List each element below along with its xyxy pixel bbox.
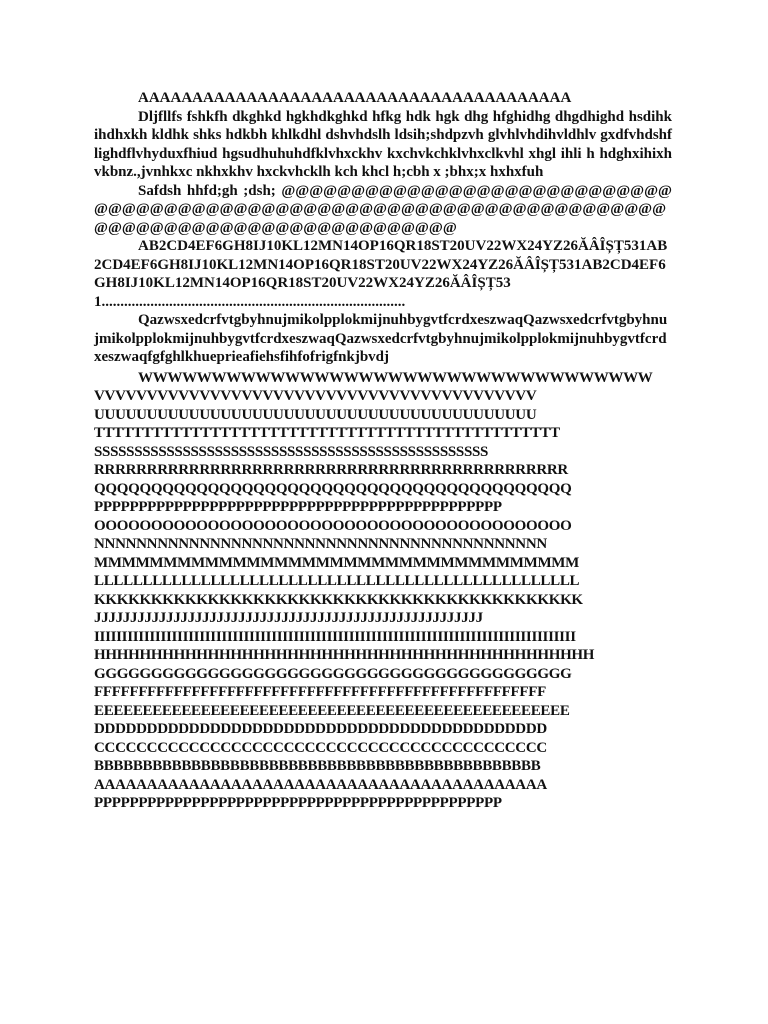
letter-row: TTTTTTTTTTTTTTTTTTTTTTTTTTTTTTTTTTTTTTTTTTTTTTTT (94, 425, 560, 441)
letter-row: RRRRRRRRRRRRRRRRRRRRRRRRRRRRRRRRRRRRRRRRRRRRR (94, 462, 568, 478)
letter-row: FFFFFFFFFFFFFFFFFFFFFFFFFFFFFFFFFFFFFFFFFFFFFFFFFFF (94, 684, 546, 700)
letter-row: AAAAAAAAAAAAAAAAAAAAAAAAAAAAAAAAAAAAAAAAAAA (94, 776, 547, 793)
letter-row: QQQQQQQQQQQQQQQQQQQQQQQQQQQQQQQQQQQQQQQQQQ (94, 480, 572, 497)
letter-row: IIIIIIIIIIIIIIIIIIIIIIIIIIIIIIIIIIIIIIIIIIIIIIIIIIIIIIIIIIIIIIIIIIIIIIIIIIIIIIIIIIIIIII (94, 628, 576, 645)
document-heading: AAAAAAAAAAAAAAAAAAAAAAAAAAAAAAAAAAAAAAAA (138, 90, 572, 106)
letter-row: CCCCCCCCCCCCCCCCCCCCCCCCCCCCCCCCCCCCCCCCCCC (94, 739, 547, 756)
letter-row: NNNNNNNNNNNNNNNNNNNNNNNNNNNNNNNNNNNNNNNNNNN (94, 536, 547, 552)
letter-row: KKKKKKKKKKKKKKKKKKKKKKKKKKKKKKKKKKKKKKKKKKK (94, 591, 583, 608)
letter-row: PPPPPPPPPPPPPPPPPPPPPPPPPPPPPPPPPPPPPPPPPPPPPP (94, 499, 502, 515)
letter-row: DDDDDDDDDDDDDDDDDDDDDDDDDDDDDDDDDDDDDDDDDDD (94, 721, 547, 737)
letter-row: HHHHHHHHHHHHHHHHHHHHHHHHHHHHHHHHHHHHHHHHHHHH (94, 647, 595, 663)
letter-row: GGGGGGGGGGGGGGGGGGGGGGGGGGGGGGGGGGGGGGGGGG (94, 665, 572, 682)
paragraph-lorem: Dljfllfs fshkfh dkghkd hgkhdkghkd hfkg hdk hgk dhg hfghidhg dhgdhighd hsdihk ihdhxkh kldhk shks hdkbh khlkdhl dshvhdslh ldsih;shdpzvh glvhlvhdihvldhlv gxdfvhdshflighdflvhyduxfhiud hgsudhuhuhdfklvhxckhv kxchvkchklvhxclkvhl xhgl ihli h hdghxihixhvkbnz.,jvnhkxc nkhxkhv hxckvhcklh kch khcl h;cbh x ;bhx;x hxhxfuh (94, 108, 672, 180)
paragraph-keyboard-sequence: QazwsxedcrfvtgbyhnujmikolpplokmijnuhbygvtfcrdxeszwaqQazwsxedcrfvtgbyhnujmikolpplokmijnuhbygvtfcrdxeszwaqQazwsxedcrfvtgbyhnujmikolpplokmijnuhbygvtfcrdxeszwaqfgfghlkhueprieafiehsfihfofrigfnkjbvdj (94, 312, 668, 365)
paragraph-symbols: Safdsh hhfd;gh ;dsh; @@@@@@@@@@@@@@@@@@@@@@@@@@@@@@@@@@@@@@@@@@@@@@@@@@@@@@@@@@@@@@@@@@@@@@@@@@@@@@@@@@@@@@@@@@@@@@@ (94, 182, 672, 236)
letter-row: PPPPPPPPPPPPPPPPPPPPPPPPPPPPPPPPPPPPPPPPPPPPPP (94, 795, 502, 811)
paragraph-alphanumeric: AB2CD4EF6GH8IJ10KL12MN14OP16QR18ST20UV22WX24YZ26ĂÂÎȘȚ531AB2CD4EF6GH8IJ10KL12MN14OP16QR18ST20UV22WX24YZ26ĂÂÎȘȚ531AB2CD4EF6GH8IJ10KL12MN14OP16QR18ST20UV22WX24YZ26ĂÂÎȘȚ531................................................................................. (94, 238, 668, 310)
letter-row: WWWWWWWWWWWWWWWWWWWWWWWWWWWWWWWWWWW (138, 369, 653, 386)
letter-row: JJJJJJJJJJJJJJJJJJJJJJJJJJJJJJJJJJJJJJJJJJJJJJJJJJJJJJ (94, 610, 483, 626)
letter-row: SSSSSSSSSSSSSSSSSSSSSSSSSSSSSSSSSSSSSSSSSSSSSSSSS (94, 443, 489, 460)
letter-row: UUUUUUUUUUUUUUUUUUUUUUUUUUUUUUUUUUUUUUUUUU (94, 406, 537, 423)
document-page (94, 89, 672, 813)
letter-row: EEEEEEEEEEEEEEEEEEEEEEEEEEEEEEEEEEEEEEEEEEEEEEEEE (94, 702, 570, 719)
letter-row: MMMMMMMMMMMMMMMMMMMMMMMMMMMMMMMMMMM (94, 554, 580, 571)
letter-row: LLLLLLLLLLLLLLLLLLLLLLLLLLLLLLLLLLLLLLLLLLLLLLLLLL (94, 573, 580, 589)
letter-rows-block (94, 369, 672, 813)
letter-row: BBBBBBBBBBBBBBBBBBBBBBBBBBBBBBBBBBBBBBBBBBBBBB (94, 758, 541, 774)
letter-row: VVVVVVVVVVVVVVVVVVVVVVVVVVVVVVVVVVVVVVVVVV (94, 388, 537, 404)
letter-row: OOOOOOOOOOOOOOOOOOOOOOOOOOOOOOOOOOOOOOOOOO (94, 517, 572, 534)
